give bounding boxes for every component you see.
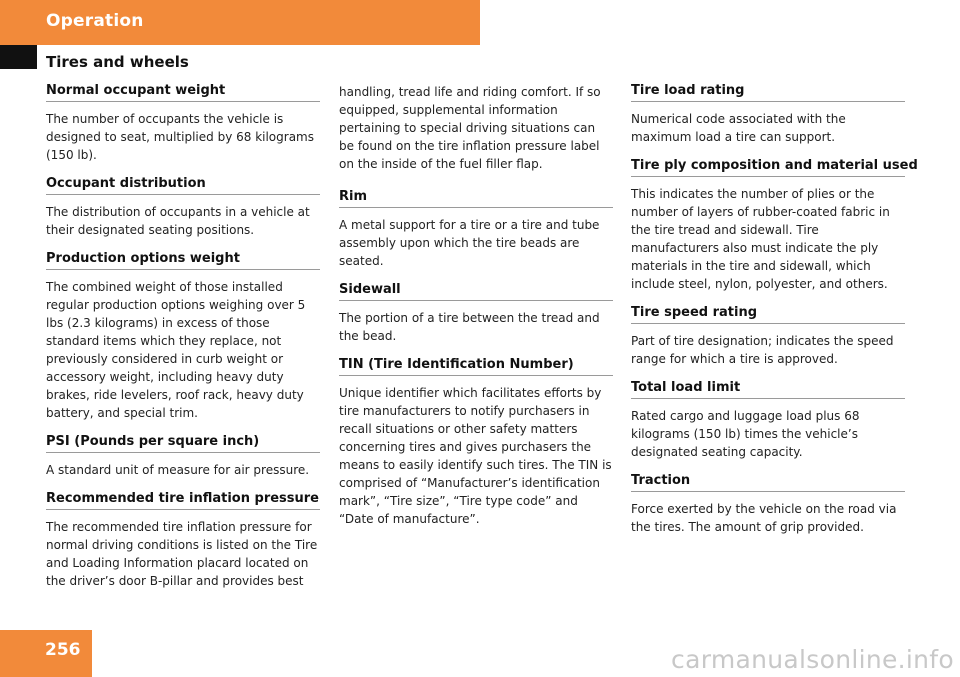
column-1 xyxy=(46,83,320,602)
watermark-text: carmanualsonline.info xyxy=(671,645,954,674)
entry-definition: The distribution of occupants in a vehicle at their designated seating positions. xyxy=(46,205,310,237)
entry-definition: The combined weight of those installed regular production options weighing over 5 lbs (2.3 kilograms) in excess of those standard items which they replace, not previously considered in curb weight or accessory weight, including heavy duty brakes, ride levelers, roof rack, heavy duty battery, and special trim. xyxy=(46,280,306,420)
entry-term: Traction xyxy=(631,473,905,492)
entry-term: TIN (Tire Identification Number) xyxy=(339,357,613,376)
entry-definition: Unique identifier which facilitates efforts by tire manufacturers to notify purchasers in recall situations or other safety matters concerning tires and gives purchasers the means to easily identify such tires. The TIN is comprised of “Manufacturer’s identification mark”, “Tire size”, “Tire type code” and “Date of manufacture”. xyxy=(339,386,612,526)
entry-term: Sidewall xyxy=(339,282,613,301)
entry-term: Total load limit xyxy=(631,380,905,399)
section-marker-tab xyxy=(0,45,37,69)
glossary-entry xyxy=(46,491,320,590)
glossary-entry xyxy=(46,434,320,479)
entry-definition: A standard unit of measure for air pressure. xyxy=(46,463,310,477)
entry-definition: Rated cargo and luggage load plus 68 kilograms (150 lb) times the vehicle’s designated seating capacity. xyxy=(631,409,860,459)
entry-term: Tire speed rating xyxy=(631,305,905,324)
column-3 xyxy=(631,83,918,548)
glossary-entry xyxy=(46,83,320,164)
entry-definition: Numerical code associated with the maximum load a tire can support. xyxy=(631,112,846,144)
entry-definition: The number of occupants the vehicle is designed to seat, multiplied by 68 kilograms (150 lb). xyxy=(46,112,314,162)
glossary-entry xyxy=(46,251,320,422)
column-2 xyxy=(339,83,613,540)
entry-definition: Force exerted by the vehicle on the road via the tires. The amount of grip provided. xyxy=(631,502,897,534)
glossary-entry xyxy=(339,357,613,528)
entry-term: Normal occupant weight xyxy=(46,83,320,102)
entry-term: Recommended tire inflation pressure xyxy=(46,491,320,510)
entry-term: Occupant distribution xyxy=(46,176,320,195)
glossary-entry xyxy=(631,158,918,293)
glossary-entry xyxy=(631,83,905,146)
glossary-entry xyxy=(631,473,905,536)
entry-definition: The portion of a tire between the tread and the bead. xyxy=(339,311,600,343)
section-title: Tires and wheels xyxy=(46,53,189,71)
glossary-entry xyxy=(631,305,905,368)
chapter-title: Operation xyxy=(46,11,144,31)
entry-term: Tire ply composition and material used xyxy=(631,158,905,177)
entry-term: Tire load rating xyxy=(631,83,905,102)
page-number: 256 xyxy=(45,640,81,660)
glossary-entry xyxy=(339,282,613,345)
entry-term: Rim xyxy=(339,189,613,208)
glossary-entry xyxy=(46,176,320,239)
entry-definition: Part of tire designation; indicates the speed range for which a tire is approved. xyxy=(631,334,894,366)
entry-term: Production options weight xyxy=(46,251,320,270)
entry-definition: The recommended tire inflation pressure for normal driving conditions is listed on the Tire and Loading Information placard located on the driver’s door B-pillar and provides best xyxy=(46,520,318,588)
continued-definition: handling, tread life and riding comfort. If so equipped, supplemental information pertaining to special driving situations can be found on the tire inflation pressure label on the inside of the fuel filler flap. xyxy=(339,85,601,171)
glossary-entry xyxy=(631,380,905,461)
entry-term: PSI (Pounds per square inch) xyxy=(46,434,320,453)
glossary-entry xyxy=(339,189,613,270)
entry-definition: This indicates the number of plies or the number of layers of rubber-coated fabric in the tire tread and sidewall. Tire manufacturers also must indicate the ply materials in the tire and sidewall, which include steel, nylon, polyester, and others. xyxy=(631,187,890,291)
entry-definition: A metal support for a tire or a tire and tube assembly upon which the tire beads are seated. xyxy=(339,218,600,268)
